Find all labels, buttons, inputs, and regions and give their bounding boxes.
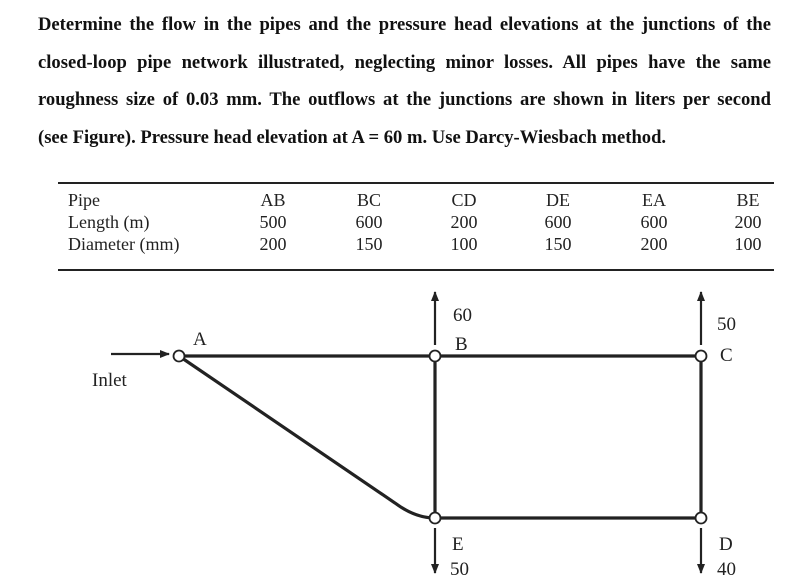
pipe-diameter: 100 [734,234,762,254]
pipe-ea [179,356,435,518]
pipe-diameter: 150 [355,234,383,254]
junction-node-e [430,513,441,524]
junction-node-d [696,513,707,524]
problem-line: Determine the flow in the pipes and the pressure head elevations at the junctions of the [38,14,771,35]
pipe-length: 200 [450,212,478,232]
pipe-length: 600 [544,212,572,232]
outflow-value-b: 60 [453,305,472,326]
pipe-name: AB [260,190,286,210]
problem-line: roughness size of 0.03 mm. The outflows at the junctions are shown in liters per second [38,89,771,111]
pipe-name: CD [451,190,477,210]
row-label-length: Length (m) [68,212,150,232]
node-label-d: D [719,534,733,555]
node-label-b: B [455,334,468,355]
outflow-value-c: 50 [717,314,736,335]
problem-line: closed-loop pipe network illustrated, neglecting minor losses. All pipes have the same [38,51,771,73]
pipe-length: 200 [734,212,762,232]
node-label-a: A [193,329,207,350]
pipe-name: DE [546,190,570,210]
pipe-name: BE [736,190,760,210]
junction-node-c [696,351,707,362]
pipe-diameter: 200 [259,234,287,254]
outflow-value-d: 40 [717,559,736,580]
inlet-label: Inlet [92,370,127,391]
node-label-c: C [720,345,733,366]
node-label-e: E [452,534,464,555]
pipe-diameter: 200 [640,234,668,254]
junction-node-a [174,351,185,362]
junction-node-b [430,351,441,362]
row-label-diameter: Diameter (mm) [68,234,180,254]
pipe-length: 600 [355,212,383,232]
pipe-length: 600 [640,212,668,232]
pipe-diameter: 100 [450,234,478,254]
pipe-diameter: 150 [544,234,572,254]
outflow-value-e: 50 [450,559,469,580]
pipe-length: 500 [259,212,287,232]
pipe-name: BC [356,190,382,210]
row-label-pipe: Pipe [68,190,101,210]
pipe-name: EA [642,190,666,210]
problem-line: (see Figure). Pressure head elevation at A = 60 m. Use Darcy-Wiesbach method. [38,126,667,148]
